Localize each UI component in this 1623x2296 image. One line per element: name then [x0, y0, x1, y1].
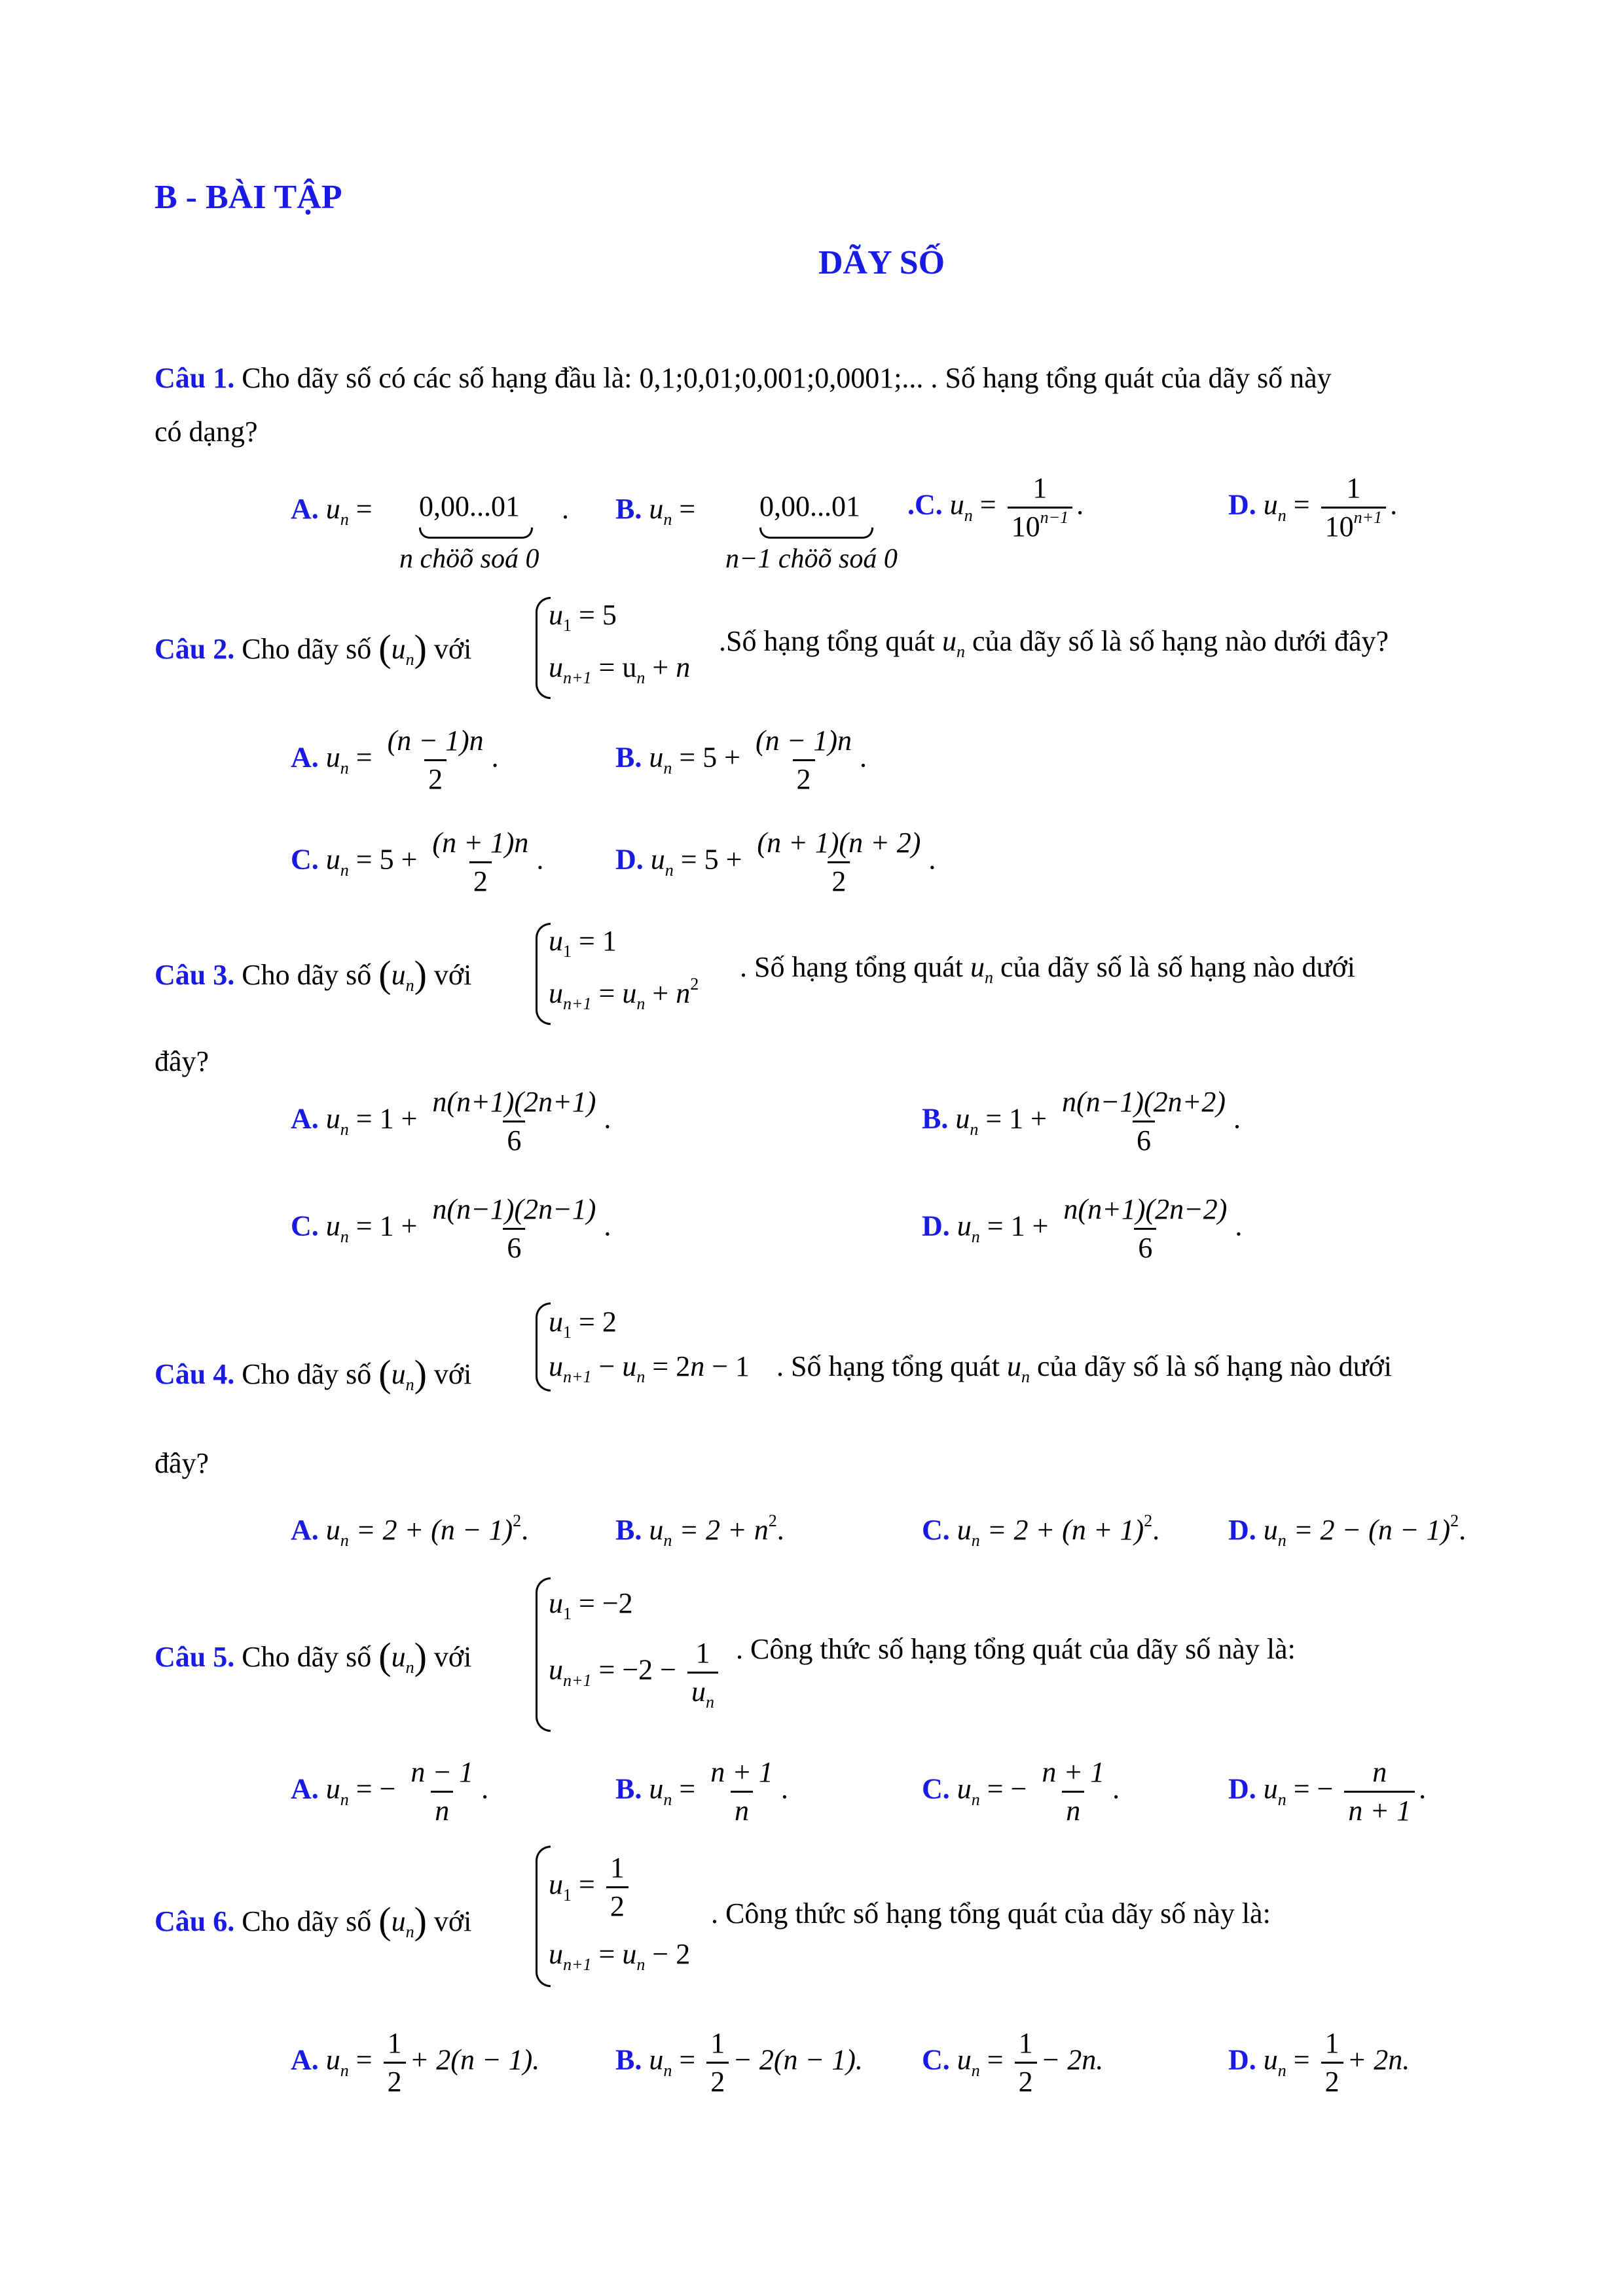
q6-option-d: D. $u_n$ = $\frac{1}{2}$ + 2n.: [1228, 2027, 1410, 2098]
section-title: B - BÀI TẬP: [155, 179, 342, 216]
q4-system-line1: $u_1 = 2$: [549, 1306, 617, 1342]
q6-option-a: A. $u_n$ = $\frac{1}{2}$ + 2(n − 1).: [291, 2027, 540, 2098]
q1-option-d-label: D.: [1228, 488, 1256, 521]
q1-option-c-den: 10: [1011, 511, 1040, 543]
q4-line1-rest: . Số hạng tổng quát $u_n$ của dãy số là số hạng nào dưới: [776, 1350, 1392, 1386]
q4-option-a: A. $u_n = 2 + (n - 1)^2$.: [291, 1511, 529, 1550]
q1-option-b-underbrace: [759, 528, 873, 539]
q1-option-c: .C. $u_n$ = $\frac{1}{10^{n-1}}$ .: [907, 472, 1084, 543]
q6-option-c: C. $u_n$ = $\frac{1}{2}$ − 2n.: [922, 2027, 1104, 2098]
q6-system-line1: $u_1$ = $\frac{1}{2}$: [549, 1854, 632, 1921]
q2-system-line1: $u_1 = 5$: [549, 599, 617, 635]
q3-option-a: A. $u_n = 1$ + $\frac{n(n+1)(2n+1)}{6}$ .: [291, 1086, 611, 1157]
q4-line1: Câu 4. Cho dãy số $(u_n)$ với: [155, 1352, 472, 1395]
chapter-title: DÃY SỐ: [818, 244, 945, 281]
q1-option-c-num: 1: [1032, 472, 1048, 504]
q3-option-b: B. $u_n = 1$ + $\frac{n(n-1)(2n+2)}{6}$ .: [922, 1086, 1241, 1157]
q1-option-c-label: .C.: [907, 488, 943, 521]
q5-option-b: B. $u_n$ = $\frac{n + 1}{n}$ .: [615, 1756, 788, 1827]
q3-system-line2: $u_{n+1} = u_n + n^2$: [549, 975, 699, 1013]
q5-system-line2: $u_{n+1} = -2$ − $\frac{1}{u_n}$: [549, 1639, 722, 1706]
q1-option-a: A. $u_n$ =: [291, 493, 373, 529]
q2-option-a: A. $u_n$ = $\frac{(n - 1)n}{2}$ .: [291, 725, 499, 795]
q5-option-a: A. $u_n$ = − $\frac{n - 1}{n}$ .: [291, 1756, 489, 1827]
q2-line1-rest: .Số hạng tổng quát $u_n$ của dãy số là số hạng nào dưới đây?: [719, 625, 1389, 661]
q1-label: Câu 1.: [155, 362, 235, 394]
q2-option-c: C. $u_n = 5$ + $\frac{(n + 1)n}{2}$ .: [291, 827, 544, 897]
q3-system-line1: $u_1 = 1$: [549, 925, 617, 961]
q6-text-c: . Công thức số hạng tổng quát của dãy số này là:: [711, 1897, 1271, 1929]
q4-system-line2: $u_{n+1} - u_n = 2n - 1$: [549, 1350, 750, 1386]
q2-system-line2: $u_{n+1} = u_n + n$: [549, 651, 691, 687]
q1-option-b-label: B.: [615, 493, 642, 525]
q3-line1: Câu 3. Cho dãy số $(u_n)$ với: [155, 953, 472, 996]
q1-option-a-number: 0,00...01: [419, 490, 520, 522]
q6-option-b: B. $u_n$ = $\frac{1}{2}$ − 2(n − 1).: [615, 2027, 863, 2098]
q1-text-b: Số hạng tổng quát của dãy số này: [945, 362, 1332, 394]
q5-option-d: D. $u_n$ = − $\frac{n}{n + 1}$ .: [1228, 1756, 1427, 1827]
q1-text-a: Cho dãy số có các số hạng đầu là:: [242, 362, 632, 394]
q1-option-a-label: A.: [291, 493, 319, 525]
q1-option-d-den: 10: [1324, 511, 1354, 543]
q6-system-line2: $u_{n+1} = u_n - 2$: [549, 1938, 691, 1974]
q4-option-c: C. $u_n = 2 + (n + 1)^2$.: [922, 1511, 1160, 1550]
q3-line1-rest: . Số hạng tổng quát $u_n$ của dãy số là số hạng nào dưới: [740, 951, 1355, 987]
q2-line1: Câu 2. Cho dãy số $(u_n)$ với: [155, 627, 472, 670]
q5-line1: Câu 5. Cho dãy số $(u_n)$ với: [155, 1635, 472, 1677]
q1-option-b-under: n−1 chöõ soá 0: [725, 544, 898, 574]
q5-system-line1: $u_1 = -2$: [549, 1587, 633, 1623]
q3-option-d: D. $u_n = 1$ + $\frac{n(n+1)(2n-2)}{6}$ .: [922, 1193, 1243, 1264]
q1-seq: 0,1;0,01;0,001;0,0001;... .: [639, 362, 938, 394]
q1-option-d: D. $u_n$ = $\frac{1}{10^{n+1}}$ .: [1228, 472, 1398, 543]
q5-text-c: . Công thức số hạng tổng quát của dãy số này là:: [736, 1633, 1296, 1665]
q4-option-b: B. $u_n = 2 + n^2$.: [615, 1511, 784, 1550]
q1-option-d-num: 1: [1346, 472, 1361, 504]
q1-option-d-exp: n+1: [1353, 508, 1383, 527]
q6-line1: Câu 6. Cho dãy số $(u_n)$ với: [155, 1899, 472, 1942]
q1-option-a-under: n chöõ soá 0: [399, 544, 539, 574]
q4-text-e: đây?: [155, 1447, 210, 1479]
q2-label: Câu 2.: [155, 633, 235, 665]
q1-option-b: B. $u_n$ =: [615, 493, 696, 529]
q1-text-c: có dạng?: [155, 416, 258, 448]
q3-text-e: đây?: [155, 1045, 210, 1077]
q1-option-b-number: 0,00...01: [759, 490, 860, 522]
q2-option-d: D. $u_n = 5$ + $\frac{(n + 1)(n + 2)}{2}$ .: [615, 827, 936, 897]
q1-option-c-exp: n−1: [1040, 508, 1069, 527]
q1-line1: [155, 364, 1332, 393]
q1-option-a-underbrace: [419, 528, 533, 539]
q3-option-c: C. $u_n = 1$ + $\frac{n(n-1)(2n-1)}{6}$ .: [291, 1193, 611, 1264]
q4-option-d: D. $u_n = 2 - (n - 1)^2$.: [1228, 1511, 1467, 1550]
q5-option-c: C. $u_n$ = − $\frac{n + 1}{n}$ .: [922, 1756, 1120, 1827]
q2-option-b: B. $u_n = 5$ + $\frac{(n - 1)n}{2}$ .: [615, 725, 867, 795]
